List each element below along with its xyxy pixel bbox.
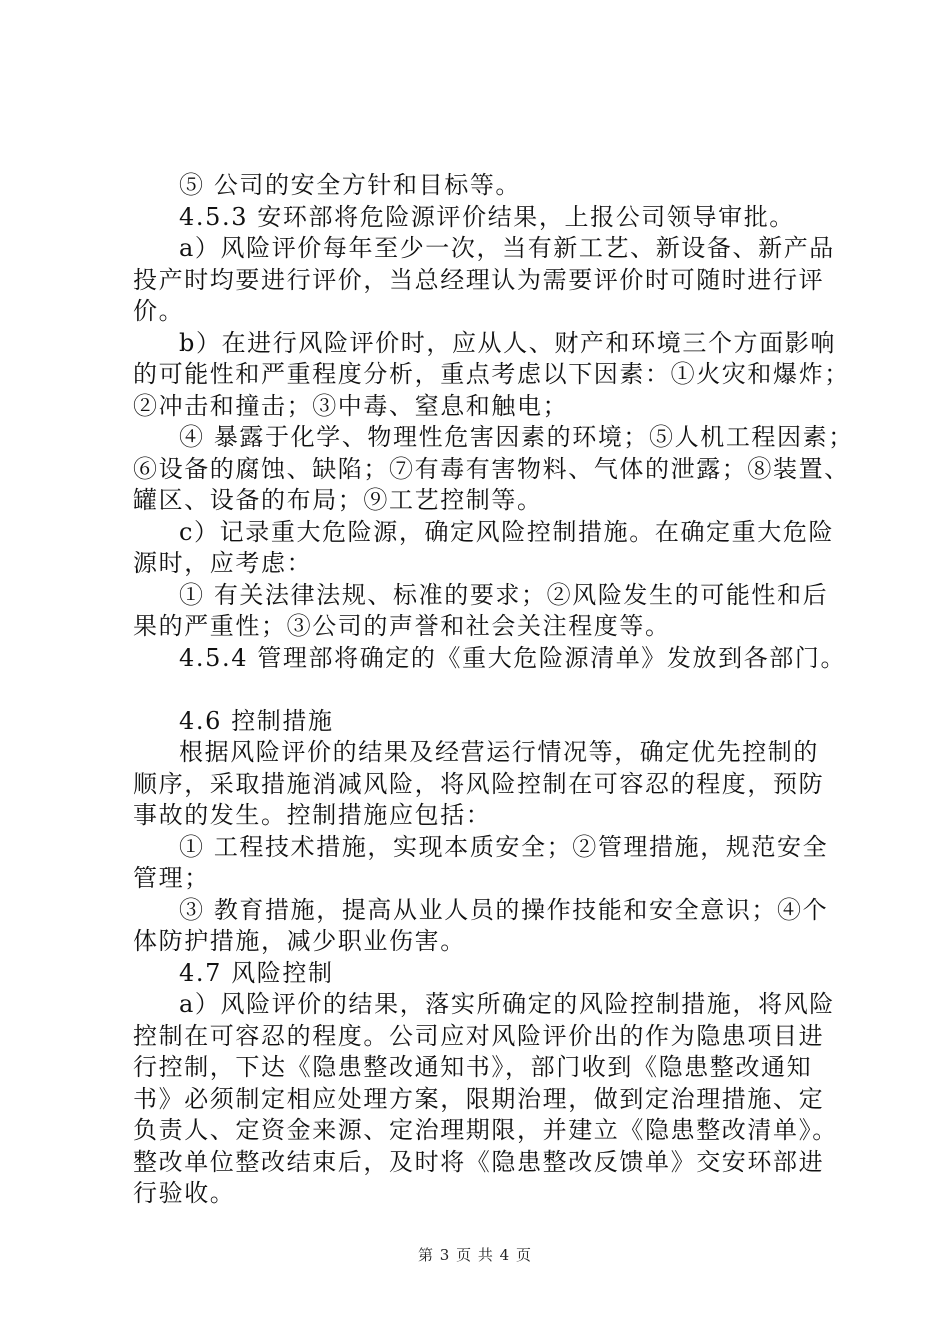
text-line: c）记录重大危险源，确定风险控制措施。在确定重大危险	[179, 517, 835, 546]
text-line: 4.5.4 管理部将确定的《重大危险源清单》发放到各部门。	[179, 643, 847, 672]
text-line: ① 有关法律法规、标准的要求；②风险发生的可能性和后	[179, 580, 829, 609]
text-line: 罐区、设备的布局；⑨工艺控制等。	[133, 486, 543, 514]
text-line: ① 工程技术措施，实现本质安全；②管理措施，规范安全	[179, 832, 829, 861]
document-body	[133, 170, 854, 1210]
text-line: 顺序，采取措施消减风险，将风险控制在可容忍的程度，预防	[133, 769, 825, 798]
text-line: 负责人、定资金来源、定治理期限，并建立《隐患整改清单》。	[133, 1116, 838, 1144]
text-line: 行验收。	[133, 1179, 236, 1207]
text-line: 事故的发生。控制措施应包括：	[133, 801, 492, 829]
text-line: 投产时均要进行评价，当总经理认为需要评价时可随时进行评	[133, 265, 825, 294]
text-line: 整改单位整改结束后，及时将《隐患整改反馈单》交安环部进	[133, 1147, 825, 1176]
text-line: 书》必须制定相应处理方案，限期治理，做到定治理措施、定	[133, 1084, 825, 1113]
text-line: 价。	[133, 297, 185, 325]
text-line: ⑥设备的腐蚀、缺陷；⑦有毒有害物料、气体的泄露；⑧装置、	[133, 454, 850, 483]
section-heading: 4.6 控制措施	[179, 706, 334, 735]
page-number-footer: 第 3 页 共 4 页	[418, 1246, 532, 1264]
text-line: 源时，应考虑：	[133, 549, 313, 577]
text-line: 控制在可容忍的程度。公司应对风险评价出的作为隐患项目进	[133, 1021, 825, 1050]
text-line: 体防护措施，减少职业伤害。	[133, 927, 466, 955]
text-line: a）风险评价每年至少一次，当有新工艺、新设备、新产品	[179, 234, 835, 262]
text-line: ②冲击和撞击；③中毒、窒息和触电；	[133, 391, 569, 420]
text-line: 4.5.3 安环部将危险源评价结果，上报公司领导审批。	[179, 202, 795, 231]
text-line: 根据风险评价的结果及经营运行情况等，确定优先控制的	[179, 738, 819, 766]
text-line: 管理；	[133, 864, 210, 892]
text-line: a）风险评价的结果，落实所确定的风险控制措施，将风险	[179, 990, 835, 1018]
text-line: b）在进行风险评价时，应从人、财产和环境三个方面影响	[179, 328, 836, 357]
text-line: ③ 教育措施，提高从业人员的操作技能和安全意识；④个	[179, 895, 829, 924]
text-line: ⑤ 公司的安全方针和目标等。	[179, 171, 522, 199]
text-line: 果的严重性；③公司的声誉和社会关注程度等。	[133, 612, 671, 640]
blank-line	[133, 674, 833, 706]
text-line: 行控制，下达《隐患整改通知书》，部门收到《隐患整改通知	[133, 1053, 813, 1081]
text-line: 的可能性和严重程度分析，重点考虑以下因素：①火灾和爆炸；	[133, 360, 850, 388]
text-line: ④ 暴露于化学、物理性危害因素的环境；⑤人机工程因素；	[179, 423, 854, 451]
section-heading: 4.7 风险控制	[179, 958, 334, 987]
